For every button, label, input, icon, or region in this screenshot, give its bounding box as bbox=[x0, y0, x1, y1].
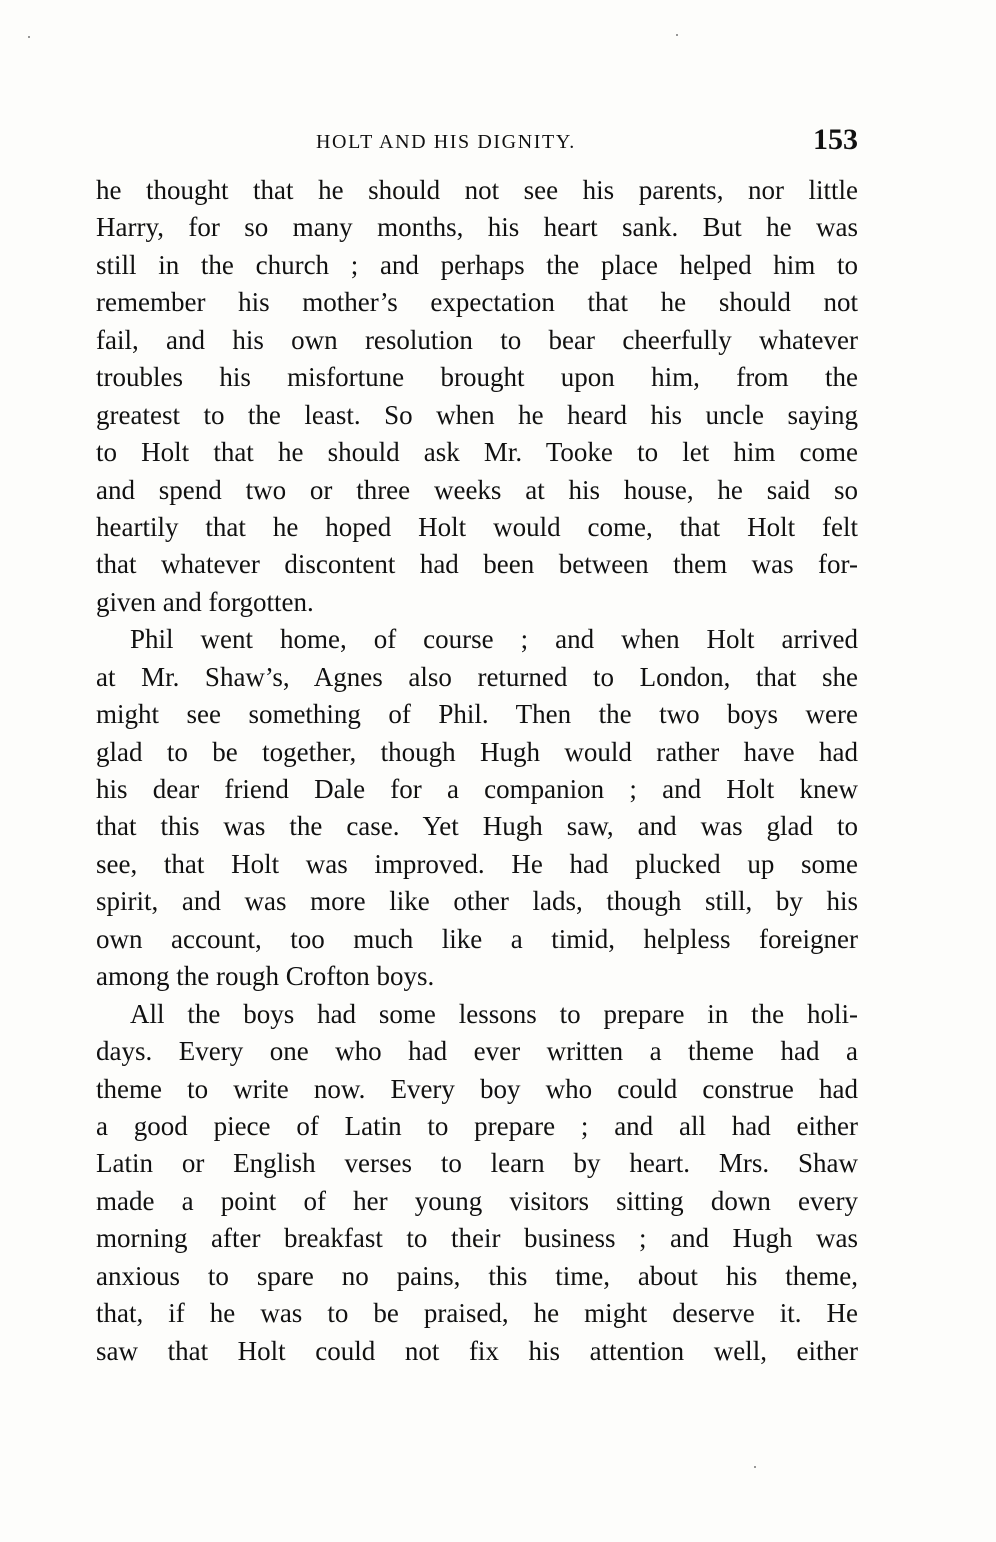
text-line: to Holt that he should ask Mr. Tooke to let him come bbox=[96, 437, 858, 468]
text-line: fail, and his own resolution to bear cheerfully whatever bbox=[96, 324, 858, 355]
page-number: 153 bbox=[813, 123, 858, 156]
text-line: troubles his misfortune brought upon him, from the bbox=[96, 362, 858, 393]
text-line: spirit, and was more like other lads, though still, by his bbox=[96, 886, 858, 917]
text-line: anxious to spare no pains, this time, about his theme, bbox=[96, 1260, 858, 1291]
paragraph-end-line: given and forgotten. bbox=[96, 586, 314, 617]
text-line: made a point of her young visitors sitting down every bbox=[96, 1185, 858, 1216]
text-line: a good piece of Latin to prepare ; and all had either bbox=[96, 1110, 858, 1141]
text-line: he thought that he should not see his parents, nor little bbox=[96, 175, 858, 205]
text-line: morning after breakfast to their business ; and Hugh was bbox=[96, 1223, 858, 1254]
text-line: remember his mother’s expectation that he should not bbox=[96, 287, 858, 318]
text-line: saw that Holt could not fix his attention well, either bbox=[96, 1335, 858, 1366]
paragraph-end-line: among the rough Crofton boys. bbox=[96, 961, 435, 992]
text-line: that, if he was to be praised, he might deserve it. He bbox=[96, 1298, 858, 1329]
text-line: that whatever discontent had been between them was for- bbox=[96, 549, 858, 580]
ink-speck bbox=[754, 1466, 756, 1468]
text-line: glad to be together, though Hugh would rather have had bbox=[96, 736, 858, 767]
text-line: and spend two or three weeks at his house, he said so bbox=[96, 474, 858, 505]
text-line: theme to write now. Every boy who could construe had bbox=[96, 1073, 858, 1104]
running-header bbox=[96, 123, 858, 163]
text-line: own account, too much like a timid, helpless foreigner bbox=[96, 923, 858, 954]
text-line: days. Every one who had ever written a theme had a bbox=[96, 1036, 858, 1067]
text-line: his dear friend Dale for a companion ; and Holt knew bbox=[96, 774, 858, 804]
text-line: still in the church ; and perhaps the place helped him to bbox=[96, 249, 858, 280]
paragraph-start-line: All the boys had some lessons to prepare in the holi- bbox=[130, 998, 858, 1029]
paragraph-start-line: Phil went home, of course ; and when Holt arrived bbox=[130, 624, 858, 655]
text-line: see, that Holt was improved. He had plucked up some bbox=[96, 848, 858, 879]
ink-speck bbox=[28, 36, 30, 38]
running-title: HOLT AND HIS DIGNITY. bbox=[316, 131, 576, 153]
text-line: might see something of Phil. Then the two boys were bbox=[96, 699, 858, 730]
text-line: Harry, for so many months, his heart sank. But he was bbox=[96, 212, 858, 243]
text-line: that this was the case. Yet Hugh saw, and was glad to bbox=[96, 811, 858, 842]
text-line: greatest to the least. So when he heard his uncle saying bbox=[96, 399, 858, 430]
text-line: Latin or English verses to learn by heart. Mrs. Shaw bbox=[96, 1148, 858, 1179]
ink-speck bbox=[676, 34, 678, 36]
body-text bbox=[96, 172, 858, 1370]
text-line: heartily that he hoped Holt would come, that Holt felt bbox=[96, 511, 858, 542]
text-line: at Mr. Shaw’s, Agnes also returned to London, that she bbox=[96, 661, 858, 692]
